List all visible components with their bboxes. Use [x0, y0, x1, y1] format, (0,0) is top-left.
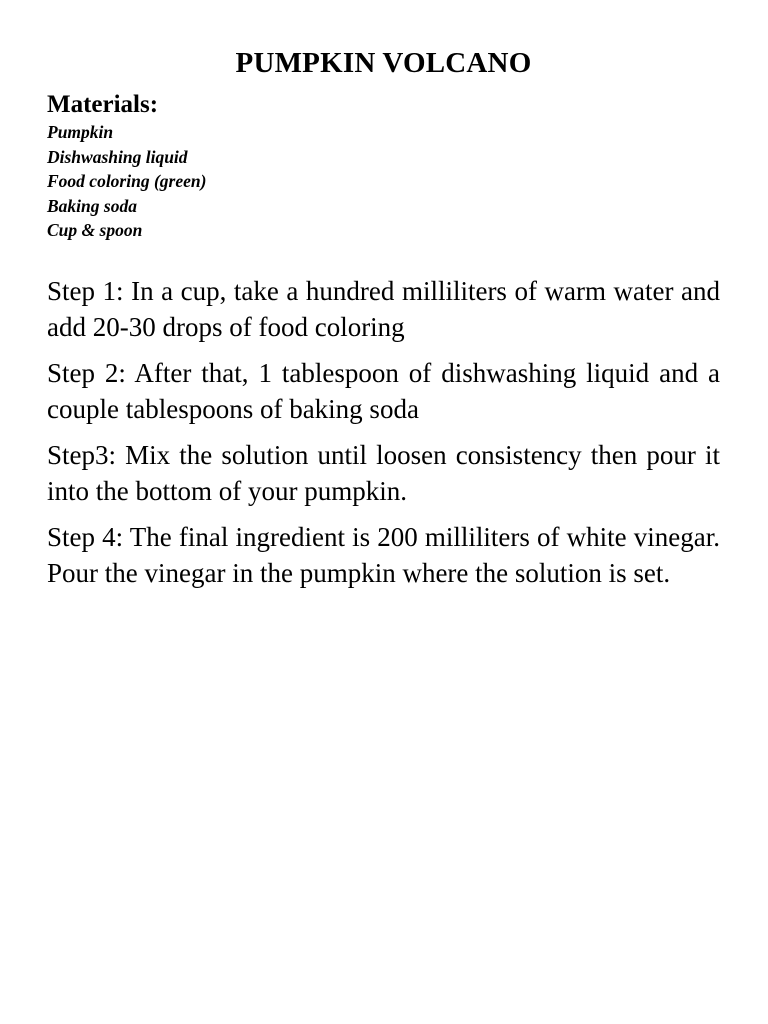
steps-section — [47, 273, 720, 591]
list-item: Pumpkin — [47, 122, 114, 142]
step-2-paragraph: Step 2: After that, 1 tablespoon of dishwashing liquid and a couple tablespoons of baking soda — [47, 357, 720, 424]
list-item: Dishwashing liquid — [47, 146, 188, 167]
page-title: PUMPKIN VOLCANO — [235, 47, 532, 79]
list-item: Cup & spoon — [47, 220, 143, 240]
step-3-paragraph: Step3: Mix the solution until loosen consistency then pour it into the bottom of your pumpkin. — [47, 439, 720, 506]
materials-section — [47, 90, 720, 243]
step-4-paragraph: Step 4: The final ingredient is 200 milliliters of white vinegar. Pour the vinegar in the pumpkin where the solution is set. — [47, 521, 720, 588]
list-item: Food coloring (green) — [47, 171, 207, 191]
materials-list — [47, 120, 720, 243]
materials-heading: Materials: — [47, 91, 159, 118]
step-1-paragraph: Step 1: In a cup, take a hundred milliliters of warm water and add 20-30 drops of food coloring — [47, 275, 720, 342]
list-item: Baking soda — [47, 195, 137, 216]
